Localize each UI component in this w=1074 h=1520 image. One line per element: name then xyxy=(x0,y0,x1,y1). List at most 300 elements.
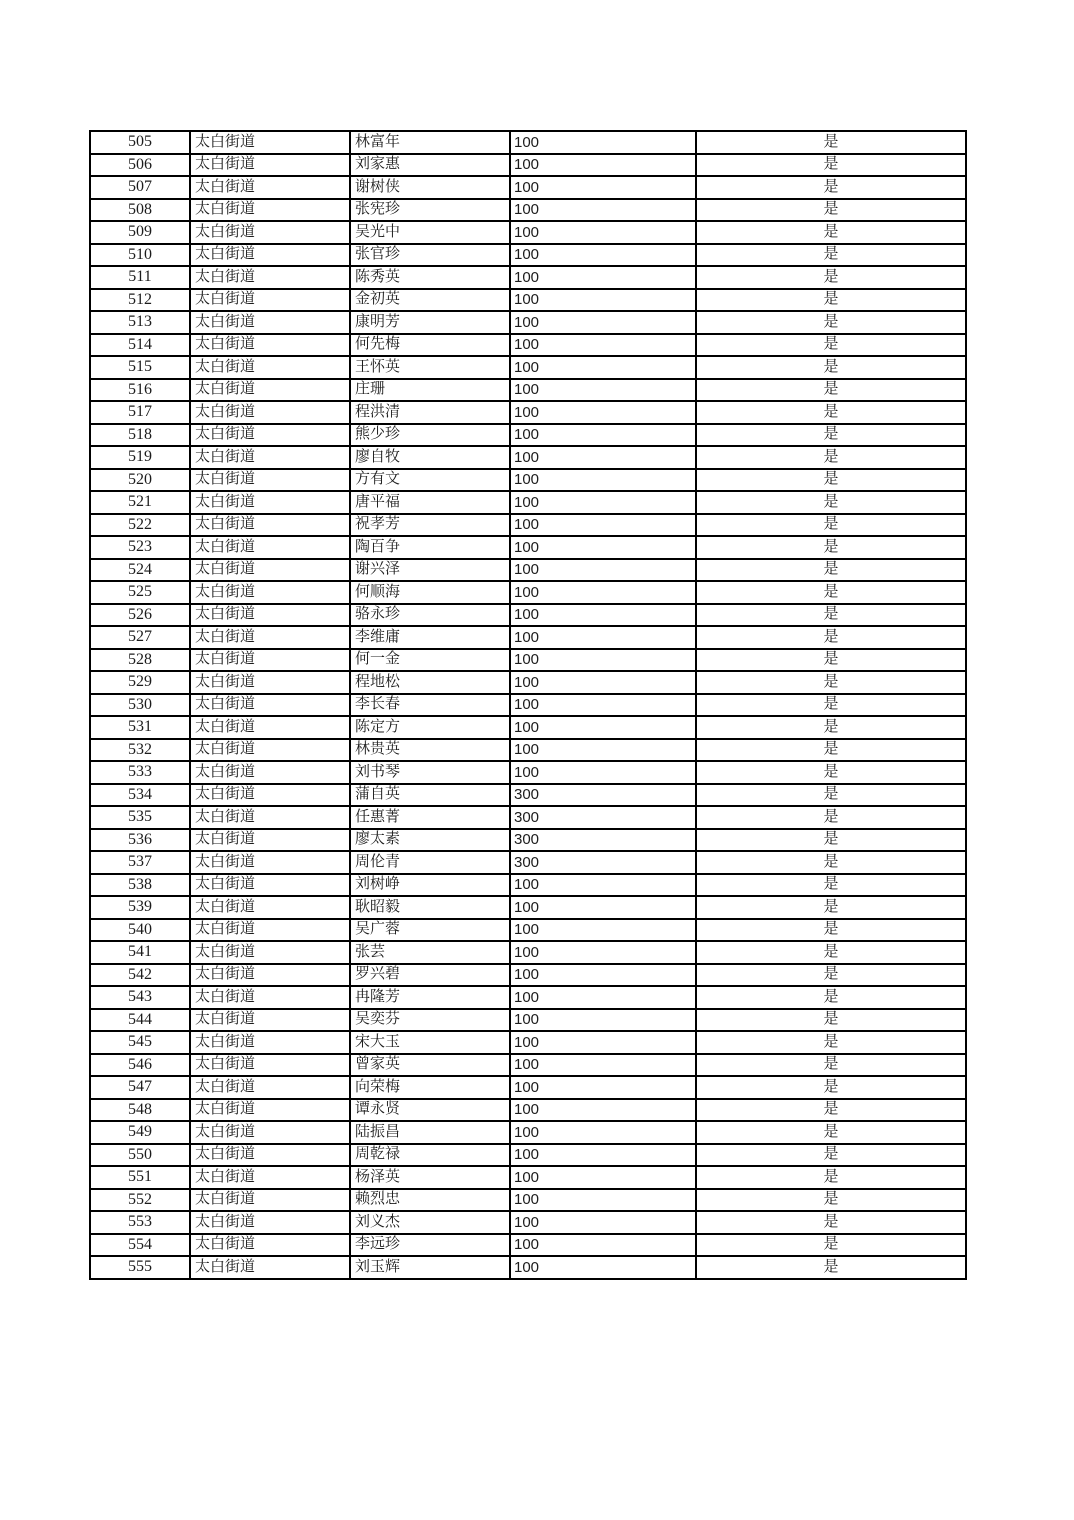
street-cell: 太白街道 xyxy=(190,716,350,739)
confirmed-cell: 是 xyxy=(696,1009,966,1032)
table-row xyxy=(90,716,966,739)
street-cell: 太白街道 xyxy=(190,266,350,289)
street-cell: 太白街道 xyxy=(190,626,350,649)
table-row xyxy=(90,1144,966,1167)
amount-cell: 100 xyxy=(510,1189,696,1212)
table-row xyxy=(90,671,966,694)
name-cell: 陈定方 xyxy=(350,716,510,739)
table-row xyxy=(90,424,966,447)
confirmed-cell: 是 xyxy=(696,874,966,897)
confirmed-cell: 是 xyxy=(696,671,966,694)
row-index-cell: 540 xyxy=(90,919,190,942)
street-cell: 太白街道 xyxy=(190,581,350,604)
street-cell: 太白街道 xyxy=(190,446,350,469)
street-cell: 太白街道 xyxy=(190,874,350,897)
street-cell: 太白街道 xyxy=(190,154,350,177)
confirmed-cell: 是 xyxy=(696,1099,966,1122)
name-cell: 周伦青 xyxy=(350,851,510,874)
confirmed-cell: 是 xyxy=(696,1211,966,1234)
confirmed-cell: 是 xyxy=(696,1256,966,1279)
confirmed-cell: 是 xyxy=(696,1234,966,1257)
confirmed-cell: 是 xyxy=(696,626,966,649)
amount-cell: 100 xyxy=(510,1144,696,1167)
name-cell: 蒲自英 xyxy=(350,784,510,807)
name-cell: 周乾禄 xyxy=(350,1144,510,1167)
name-cell: 林贵英 xyxy=(350,739,510,762)
amount-cell: 100 xyxy=(510,1054,696,1077)
confirmed-cell: 是 xyxy=(696,289,966,312)
table-row xyxy=(90,311,966,334)
confirmed-cell: 是 xyxy=(696,739,966,762)
amount-cell: 300 xyxy=(510,784,696,807)
amount-cell: 100 xyxy=(510,424,696,447)
name-cell: 林富年 xyxy=(350,131,510,154)
street-cell: 太白街道 xyxy=(190,1256,350,1279)
table-row xyxy=(90,851,966,874)
name-cell: 刘义杰 xyxy=(350,1211,510,1234)
name-cell: 杨泽英 xyxy=(350,1166,510,1189)
amount-cell: 100 xyxy=(510,491,696,514)
amount-cell: 100 xyxy=(510,559,696,582)
table-row xyxy=(90,1121,966,1144)
confirmed-cell: 是 xyxy=(696,1076,966,1099)
name-cell: 程地松 xyxy=(350,671,510,694)
table-row xyxy=(90,626,966,649)
row-index-cell: 536 xyxy=(90,829,190,852)
name-cell: 谢树侠 xyxy=(350,176,510,199)
amount-cell: 100 xyxy=(510,694,696,717)
confirmed-cell: 是 xyxy=(696,604,966,627)
table-row xyxy=(90,379,966,402)
street-cell: 太白街道 xyxy=(190,334,350,357)
row-index-cell: 544 xyxy=(90,1009,190,1032)
row-index-cell: 553 xyxy=(90,1211,190,1234)
table-row xyxy=(90,694,966,717)
name-cell: 李远珍 xyxy=(350,1234,510,1257)
amount-cell: 100 xyxy=(510,716,696,739)
street-cell: 太白街道 xyxy=(190,1189,350,1212)
name-cell: 刘书琴 xyxy=(350,761,510,784)
street-cell: 太白街道 xyxy=(190,491,350,514)
name-cell: 李维庸 xyxy=(350,626,510,649)
amount-cell: 100 xyxy=(510,739,696,762)
row-index-cell: 533 xyxy=(90,761,190,784)
confirmed-cell: 是 xyxy=(696,964,966,987)
confirmed-cell: 是 xyxy=(696,716,966,739)
street-cell: 太白街道 xyxy=(190,536,350,559)
name-cell: 张官珍 xyxy=(350,244,510,267)
amount-cell: 100 xyxy=(510,514,696,537)
row-index-cell: 520 xyxy=(90,469,190,492)
street-cell: 太白街道 xyxy=(190,514,350,537)
amount-cell: 100 xyxy=(510,1234,696,1257)
name-cell: 廖太素 xyxy=(350,829,510,852)
confirmed-cell: 是 xyxy=(696,1121,966,1144)
confirmed-cell: 是 xyxy=(696,581,966,604)
name-cell: 任惠菁 xyxy=(350,806,510,829)
amount-cell: 100 xyxy=(510,1031,696,1054)
amount-cell: 100 xyxy=(510,1009,696,1032)
confirmed-cell: 是 xyxy=(696,401,966,424)
table-row xyxy=(90,784,966,807)
confirmed-cell: 是 xyxy=(696,1054,966,1077)
name-cell: 程洪清 xyxy=(350,401,510,424)
street-cell: 太白街道 xyxy=(190,649,350,672)
name-cell: 曾家英 xyxy=(350,1054,510,1077)
street-cell: 太白街道 xyxy=(190,1121,350,1144)
row-index-cell: 543 xyxy=(90,986,190,1009)
street-cell: 太白街道 xyxy=(190,1031,350,1054)
confirmed-cell: 是 xyxy=(696,176,966,199)
name-cell: 方有文 xyxy=(350,469,510,492)
name-cell: 罗兴碧 xyxy=(350,964,510,987)
name-cell: 向荣梅 xyxy=(350,1076,510,1099)
row-index-cell: 550 xyxy=(90,1144,190,1167)
street-cell: 太白街道 xyxy=(190,289,350,312)
row-index-cell: 509 xyxy=(90,221,190,244)
table-row xyxy=(90,604,966,627)
row-index-cell: 522 xyxy=(90,514,190,537)
amount-cell: 100 xyxy=(510,1256,696,1279)
confirmed-cell: 是 xyxy=(696,199,966,222)
table-row xyxy=(90,356,966,379)
confirmed-cell: 是 xyxy=(696,649,966,672)
amount-cell: 100 xyxy=(510,671,696,694)
amount-cell: 100 xyxy=(510,244,696,267)
table-row xyxy=(90,806,966,829)
table-row xyxy=(90,941,966,964)
row-index-cell: 538 xyxy=(90,874,190,897)
row-index-cell: 551 xyxy=(90,1166,190,1189)
confirmed-cell: 是 xyxy=(696,986,966,1009)
row-index-cell: 546 xyxy=(90,1054,190,1077)
confirmed-cell: 是 xyxy=(696,244,966,267)
street-cell: 太白街道 xyxy=(190,379,350,402)
amount-cell: 300 xyxy=(510,829,696,852)
confirmed-cell: 是 xyxy=(696,694,966,717)
amount-cell: 100 xyxy=(510,941,696,964)
amount-cell: 300 xyxy=(510,851,696,874)
street-cell: 太白街道 xyxy=(190,1166,350,1189)
row-index-cell: 535 xyxy=(90,806,190,829)
name-cell: 何一金 xyxy=(350,649,510,672)
table-row xyxy=(90,581,966,604)
confirmed-cell: 是 xyxy=(696,941,966,964)
row-index-cell: 511 xyxy=(90,266,190,289)
confirmed-cell: 是 xyxy=(696,1166,966,1189)
table-row xyxy=(90,1211,966,1234)
row-index-cell: 517 xyxy=(90,401,190,424)
name-cell: 陶百争 xyxy=(350,536,510,559)
table-row xyxy=(90,1234,966,1257)
name-cell: 刘玉辉 xyxy=(350,1256,510,1279)
street-cell: 太白街道 xyxy=(190,919,350,942)
street-cell: 太白街道 xyxy=(190,1076,350,1099)
name-cell: 吴光中 xyxy=(350,221,510,244)
table-row xyxy=(90,986,966,1009)
name-cell: 张宪珍 xyxy=(350,199,510,222)
name-cell: 骆永珍 xyxy=(350,604,510,627)
street-cell: 太白街道 xyxy=(190,694,350,717)
confirmed-cell: 是 xyxy=(696,784,966,807)
name-cell: 何顺海 xyxy=(350,581,510,604)
street-cell: 太白街道 xyxy=(190,244,350,267)
amount-cell: 100 xyxy=(510,986,696,1009)
row-index-cell: 505 xyxy=(90,131,190,154)
table-body xyxy=(90,131,966,1279)
amount-cell: 100 xyxy=(510,289,696,312)
table-row xyxy=(90,446,966,469)
row-index-cell: 506 xyxy=(90,154,190,177)
row-index-cell: 527 xyxy=(90,626,190,649)
confirmed-cell: 是 xyxy=(696,559,966,582)
confirmed-cell: 是 xyxy=(696,829,966,852)
confirmed-cell: 是 xyxy=(696,469,966,492)
name-cell: 刘家惠 xyxy=(350,154,510,177)
name-cell: 廖自牧 xyxy=(350,446,510,469)
table-row xyxy=(90,919,966,942)
name-cell: 庄珊 xyxy=(350,379,510,402)
confirmed-cell: 是 xyxy=(696,424,966,447)
amount-cell: 100 xyxy=(510,874,696,897)
street-cell: 太白街道 xyxy=(190,131,350,154)
table-row xyxy=(90,176,966,199)
row-index-cell: 539 xyxy=(90,896,190,919)
row-index-cell: 531 xyxy=(90,716,190,739)
confirmed-cell: 是 xyxy=(696,1031,966,1054)
row-index-cell: 529 xyxy=(90,671,190,694)
row-index-cell: 528 xyxy=(90,649,190,672)
name-cell: 王怀英 xyxy=(350,356,510,379)
table-row xyxy=(90,1031,966,1054)
amount-cell: 100 xyxy=(510,221,696,244)
row-index-cell: 548 xyxy=(90,1099,190,1122)
street-cell: 太白街道 xyxy=(190,964,350,987)
street-cell: 太白街道 xyxy=(190,424,350,447)
table-row xyxy=(90,874,966,897)
amount-cell: 300 xyxy=(510,806,696,829)
table-row xyxy=(90,1076,966,1099)
street-cell: 太白街道 xyxy=(190,176,350,199)
row-index-cell: 552 xyxy=(90,1189,190,1212)
row-index-cell: 554 xyxy=(90,1234,190,1257)
amount-cell: 100 xyxy=(510,176,696,199)
row-index-cell: 519 xyxy=(90,446,190,469)
street-cell: 太白街道 xyxy=(190,941,350,964)
confirmed-cell: 是 xyxy=(696,221,966,244)
amount-cell: 100 xyxy=(510,761,696,784)
table-row xyxy=(90,1189,966,1212)
confirmed-cell: 是 xyxy=(696,446,966,469)
name-cell: 陆振昌 xyxy=(350,1121,510,1144)
row-index-cell: 537 xyxy=(90,851,190,874)
amount-cell: 100 xyxy=(510,334,696,357)
table-row xyxy=(90,559,966,582)
street-cell: 太白街道 xyxy=(190,896,350,919)
row-index-cell: 534 xyxy=(90,784,190,807)
street-cell: 太白街道 xyxy=(190,1234,350,1257)
name-cell: 刘树峥 xyxy=(350,874,510,897)
row-index-cell: 549 xyxy=(90,1121,190,1144)
confirmed-cell: 是 xyxy=(696,266,966,289)
amount-cell: 100 xyxy=(510,964,696,987)
table-row xyxy=(90,1054,966,1077)
row-index-cell: 508 xyxy=(90,199,190,222)
name-cell: 谭永贤 xyxy=(350,1099,510,1122)
amount-cell: 100 xyxy=(510,649,696,672)
confirmed-cell: 是 xyxy=(696,761,966,784)
row-index-cell: 547 xyxy=(90,1076,190,1099)
name-cell: 冉隆芳 xyxy=(350,986,510,1009)
table-row xyxy=(90,829,966,852)
confirmed-cell: 是 xyxy=(696,311,966,334)
table-row xyxy=(90,1099,966,1122)
row-index-cell: 545 xyxy=(90,1031,190,1054)
row-index-cell: 525 xyxy=(90,581,190,604)
street-cell: 太白街道 xyxy=(190,356,350,379)
row-index-cell: 530 xyxy=(90,694,190,717)
row-index-cell: 518 xyxy=(90,424,190,447)
street-cell: 太白街道 xyxy=(190,986,350,1009)
name-cell: 谢兴泽 xyxy=(350,559,510,582)
amount-cell: 100 xyxy=(510,356,696,379)
amount-cell: 100 xyxy=(510,199,696,222)
table-row xyxy=(90,761,966,784)
street-cell: 太白街道 xyxy=(190,559,350,582)
confirmed-cell: 是 xyxy=(696,1189,966,1212)
confirmed-cell: 是 xyxy=(696,514,966,537)
amount-cell: 100 xyxy=(510,1099,696,1122)
amount-cell: 100 xyxy=(510,1166,696,1189)
street-cell: 太白街道 xyxy=(190,739,350,762)
confirmed-cell: 是 xyxy=(696,356,966,379)
name-cell: 李长春 xyxy=(350,694,510,717)
table-row xyxy=(90,964,966,987)
amount-cell: 100 xyxy=(510,266,696,289)
table-row xyxy=(90,896,966,919)
confirmed-cell: 是 xyxy=(696,896,966,919)
confirmed-cell: 是 xyxy=(696,1144,966,1167)
name-cell: 祝孝芳 xyxy=(350,514,510,537)
table-row xyxy=(90,289,966,312)
table-row xyxy=(90,1256,966,1279)
amount-cell: 100 xyxy=(510,1076,696,1099)
street-cell: 太白街道 xyxy=(190,311,350,334)
confirmed-cell: 是 xyxy=(696,851,966,874)
name-cell: 张芸 xyxy=(350,941,510,964)
subsidy-list-table xyxy=(89,130,967,1280)
row-index-cell: 521 xyxy=(90,491,190,514)
name-cell: 赖烈忠 xyxy=(350,1189,510,1212)
table-row xyxy=(90,199,966,222)
table-row xyxy=(90,334,966,357)
street-cell: 太白街道 xyxy=(190,1211,350,1234)
street-cell: 太白街道 xyxy=(190,671,350,694)
table-row xyxy=(90,1009,966,1032)
table-row xyxy=(90,401,966,424)
confirmed-cell: 是 xyxy=(696,491,966,514)
amount-cell: 100 xyxy=(510,469,696,492)
street-cell: 太白街道 xyxy=(190,401,350,424)
street-cell: 太白街道 xyxy=(190,469,350,492)
row-index-cell: 510 xyxy=(90,244,190,267)
amount-cell: 100 xyxy=(510,446,696,469)
row-index-cell: 514 xyxy=(90,334,190,357)
row-index-cell: 526 xyxy=(90,604,190,627)
confirmed-cell: 是 xyxy=(696,154,966,177)
amount-cell: 100 xyxy=(510,131,696,154)
street-cell: 太白街道 xyxy=(190,784,350,807)
row-index-cell: 524 xyxy=(90,559,190,582)
street-cell: 太白街道 xyxy=(190,806,350,829)
name-cell: 康明芳 xyxy=(350,311,510,334)
name-cell: 吴广蓉 xyxy=(350,919,510,942)
street-cell: 太白街道 xyxy=(190,1144,350,1167)
name-cell: 金初英 xyxy=(350,289,510,312)
amount-cell: 100 xyxy=(510,896,696,919)
street-cell: 太白街道 xyxy=(190,761,350,784)
amount-cell: 100 xyxy=(510,626,696,649)
row-index-cell: 515 xyxy=(90,356,190,379)
street-cell: 太白街道 xyxy=(190,829,350,852)
name-cell: 耿昭毅 xyxy=(350,896,510,919)
row-index-cell: 516 xyxy=(90,379,190,402)
amount-cell: 100 xyxy=(510,581,696,604)
table-row xyxy=(90,244,966,267)
confirmed-cell: 是 xyxy=(696,334,966,357)
row-index-cell: 555 xyxy=(90,1256,190,1279)
name-cell: 唐平福 xyxy=(350,491,510,514)
street-cell: 太白街道 xyxy=(190,851,350,874)
table-row xyxy=(90,1166,966,1189)
row-index-cell: 507 xyxy=(90,176,190,199)
row-index-cell: 542 xyxy=(90,964,190,987)
confirmed-cell: 是 xyxy=(696,806,966,829)
name-cell: 熊少珍 xyxy=(350,424,510,447)
table-row xyxy=(90,154,966,177)
street-cell: 太白街道 xyxy=(190,221,350,244)
confirmed-cell: 是 xyxy=(696,131,966,154)
confirmed-cell: 是 xyxy=(696,536,966,559)
confirmed-cell: 是 xyxy=(696,379,966,402)
table-row xyxy=(90,469,966,492)
amount-cell: 100 xyxy=(510,1211,696,1234)
amount-cell: 100 xyxy=(510,604,696,627)
row-index-cell: 523 xyxy=(90,536,190,559)
amount-cell: 100 xyxy=(510,401,696,424)
row-index-cell: 541 xyxy=(90,941,190,964)
street-cell: 太白街道 xyxy=(190,604,350,627)
name-cell: 吴奕芬 xyxy=(350,1009,510,1032)
name-cell: 何先梅 xyxy=(350,334,510,357)
amount-cell: 100 xyxy=(510,379,696,402)
amount-cell: 100 xyxy=(510,536,696,559)
table-row xyxy=(90,536,966,559)
amount-cell: 100 xyxy=(510,154,696,177)
street-cell: 太白街道 xyxy=(190,1099,350,1122)
table-row xyxy=(90,739,966,762)
name-cell: 宋大玉 xyxy=(350,1031,510,1054)
amount-cell: 100 xyxy=(510,1121,696,1144)
amount-cell: 100 xyxy=(510,919,696,942)
row-index-cell: 532 xyxy=(90,739,190,762)
table-row xyxy=(90,266,966,289)
table-row xyxy=(90,131,966,154)
amount-cell: 100 xyxy=(510,311,696,334)
name-cell: 陈秀英 xyxy=(350,266,510,289)
table-row xyxy=(90,491,966,514)
street-cell: 太白街道 xyxy=(190,1054,350,1077)
